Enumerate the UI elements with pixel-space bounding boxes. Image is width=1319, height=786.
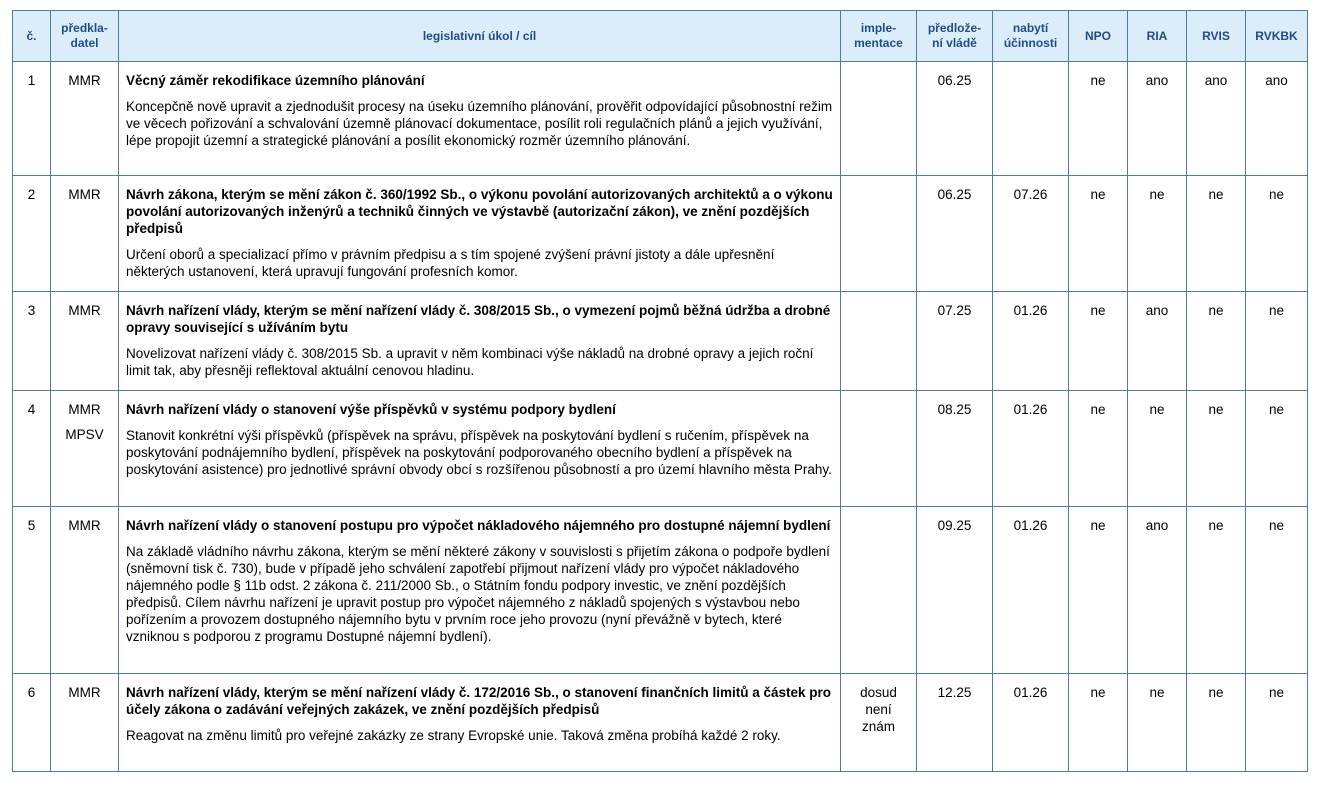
task-title: Návrh nařízení vlády o stanovení výše příspěvků v systému podpory bydlení xyxy=(126,402,616,417)
header-implementation-line1: imple- xyxy=(860,21,897,35)
row-task xyxy=(119,391,841,507)
table-row xyxy=(13,292,1308,391)
row-task xyxy=(119,176,841,292)
row-rvis: ne xyxy=(1187,674,1246,772)
row-submission: 12.25 xyxy=(917,674,993,772)
table-row xyxy=(13,674,1308,772)
task-title: Věcný záměr rekodifikace územního plánování xyxy=(126,73,425,88)
row-rvkbk: ne xyxy=(1246,674,1308,772)
row-rvkbk: ne xyxy=(1246,292,1308,391)
row-implementation xyxy=(841,176,917,292)
table-row xyxy=(13,176,1308,292)
row-implementation xyxy=(841,391,917,507)
row-npo: ne xyxy=(1069,391,1128,507)
row-rvis: ano xyxy=(1187,62,1246,176)
header-num: č. xyxy=(13,11,51,62)
row-rvis: ne xyxy=(1187,391,1246,507)
task-title: Návrh nařízení vlády o stanovení postupu pro výpočet nákladového nájemného pro dostupné nájemní bydlení xyxy=(126,518,831,533)
row-num: 5 xyxy=(13,507,51,674)
header-task: legislativní úkol / cíl xyxy=(119,11,841,62)
row-ria: ne xyxy=(1128,176,1187,292)
row-npo: ne xyxy=(1069,674,1128,772)
row-implementation xyxy=(841,62,917,176)
implementation-line1: dosud xyxy=(860,685,897,700)
row-rvkbk: ne xyxy=(1246,507,1308,674)
implementation-line3: znám xyxy=(861,719,895,734)
row-npo: ne xyxy=(1069,507,1128,674)
row-ria: ano xyxy=(1128,507,1187,674)
row-rvis: ne xyxy=(1187,292,1246,391)
row-effect: 01.26 xyxy=(993,674,1069,772)
row-submitter xyxy=(51,391,119,507)
header-submitter-line2: datel xyxy=(70,36,99,50)
row-effect: 01.26 xyxy=(993,292,1069,391)
task-description: Určení oborů a specializací přímo v právním předpisu a s tím spojené zvýšení právní jistoty a dále upřesnění některých ustanovení, která upravují fungování profesních komor. xyxy=(126,247,775,279)
row-ria: ano xyxy=(1128,62,1187,176)
row-task xyxy=(119,292,841,391)
task-description: Reagovat na změnu limitů pro veřejné zakázky ze strany Evropské unie. Taková změna probíhá každé 2 roky. xyxy=(126,728,781,743)
row-ria: ne xyxy=(1128,391,1187,507)
row-effect: 01.26 xyxy=(993,391,1069,507)
header-implementation xyxy=(841,11,917,62)
row-submission: 06.25 xyxy=(917,62,993,176)
row-effect xyxy=(993,62,1069,176)
row-npo: ne xyxy=(1069,62,1128,176)
submitter-secondary: MPSV xyxy=(65,427,104,442)
row-task xyxy=(119,62,841,176)
row-num: 1 xyxy=(13,62,51,176)
submitter-primary: MMR xyxy=(68,402,101,417)
task-title: Návrh nařízení vlády, kterým se mění nařízení vlády č. 308/2015 Sb., o vymezení pojmů běžná údržba a drobné opravy související s užíváním bytu xyxy=(126,303,831,335)
header-submitter-line1: předkla- xyxy=(61,21,108,35)
row-npo: ne xyxy=(1069,176,1128,292)
row-submission: 06.25 xyxy=(917,176,993,292)
legislative-plan-table xyxy=(12,10,1308,772)
header-npo: NPO xyxy=(1069,11,1128,62)
task-title: Návrh zákona, kterým se mění zákon č. 360/1992 Sb., o výkonu povolání autorizovaných architektů a o výkonu povolání autorizovaných inženýrů a techniků činných ve výstavbě (autorizační zákon), ve znění pozdějších předpisů xyxy=(126,187,833,236)
row-num: 6 xyxy=(13,674,51,772)
row-rvis: ne xyxy=(1187,507,1246,674)
header-rvis: RVIS xyxy=(1187,11,1246,62)
header-effect-line2: účinnosti xyxy=(1003,36,1058,50)
row-task xyxy=(119,674,841,772)
task-description: Na základě vládního návrhu zákona, kterým se mění některé zákony v souvislosti s přijetím zákona o podpoře bydlení (sněmovní tisk č. 730), bude v případě jeho schválení zapotřebí přijmout nařízení vlády pro výpočet nákladového nájemného podle § 11b odst. 2 zákona č. 211/2000 Sb., o Státním fondu podpory investic, ve znění pozdějších předpisů. Cílem návrhu nařízení je upravit postup pro výpočet nájemného z nákladů spojených s výstavbou nebo pořízením a provozem dostupného nájemního bytu v prvním roce jeho provozu (nyní převážně v bytech, které vzniknou s podporou z programu Dostupné nájemní bydlení). xyxy=(126,544,830,644)
table-row xyxy=(13,391,1308,507)
header-effect xyxy=(993,11,1069,62)
row-rvkbk: ne xyxy=(1246,391,1308,507)
header-effect-line1: nabytí xyxy=(1012,21,1049,35)
table-row xyxy=(13,62,1308,176)
row-implementation xyxy=(841,674,917,772)
row-submitter: MMR xyxy=(51,62,119,176)
header-row xyxy=(13,11,1308,62)
header-rvkbk: RVKBK xyxy=(1246,11,1308,62)
row-submission: 07.25 xyxy=(917,292,993,391)
row-submission: 09.25 xyxy=(917,507,993,674)
row-npo: ne xyxy=(1069,292,1128,391)
row-task xyxy=(119,507,841,674)
row-rvkbk: ne xyxy=(1246,176,1308,292)
row-submission: 08.25 xyxy=(917,391,993,507)
implementation-line2: není xyxy=(865,702,892,717)
header-submission-line1: předlože- xyxy=(927,21,982,35)
row-implementation xyxy=(841,292,917,391)
row-submitter: MMR xyxy=(51,176,119,292)
row-effect: 01.26 xyxy=(993,507,1069,674)
task-description: Koncepčně nově upravit a zjednodušit procesy na úseku územního plánování, prověřit odpovídající působnostní režim ve věcech pořizování a schvalování územně plánovací dokumentace, posílit roli regulačních plánů a jejich využívání, lépe propojit územní a strategické plánování a posílit ekonomický rozměr územního plánování. xyxy=(126,99,833,148)
task-title: Návrh nařízení vlády, kterým se mění nařízení vlády č. 172/2016 Sb., o stanovení finančních limitů a částek pro účely zákona o zadávání veřejných zakázek, ve znění pozdějších předpisů xyxy=(126,685,832,717)
row-rvis: ne xyxy=(1187,176,1246,292)
header-submitter xyxy=(51,11,119,62)
row-submitter: MMR xyxy=(51,674,119,772)
header-implementation-line2: mentace xyxy=(854,36,903,50)
row-effect: 07.26 xyxy=(993,176,1069,292)
row-num: 2 xyxy=(13,176,51,292)
row-ria: ne xyxy=(1128,674,1187,772)
header-submission-line2: ní vládě xyxy=(932,36,977,50)
row-rvkbk: ano xyxy=(1246,62,1308,176)
task-description: Stanovit konkrétní výši příspěvků (příspěvek na správu, příspěvek na poskytování bydlení s ručením, příspěvek na poskytování podnájemního bydlení, příspěvek na poskytování podporovaného obecního bydlení a příspěvek na poskytování asistence) pro jednotlivé správní obvody obcí s rozšířenou působností a pro území hlavního města Prahy. xyxy=(126,428,832,477)
legislative-plan-table-container xyxy=(12,10,1308,772)
header-submission xyxy=(917,11,993,62)
row-implementation xyxy=(841,507,917,674)
row-submitter: MMR xyxy=(51,292,119,391)
row-submitter: MMR xyxy=(51,507,119,674)
header-ria: RIA xyxy=(1128,11,1187,62)
row-ria: ano xyxy=(1128,292,1187,391)
task-description: Novelizovat nařízení vlády č. 308/2015 Sb. a upravit v něm kombinaci výše nákladů na drobné opravy a jejich roční limit tak, aby přesněji reflektoval aktuální cenovou hladinu. xyxy=(126,346,814,378)
table-row xyxy=(13,507,1308,674)
row-num: 3 xyxy=(13,292,51,391)
row-num: 4 xyxy=(13,391,51,507)
